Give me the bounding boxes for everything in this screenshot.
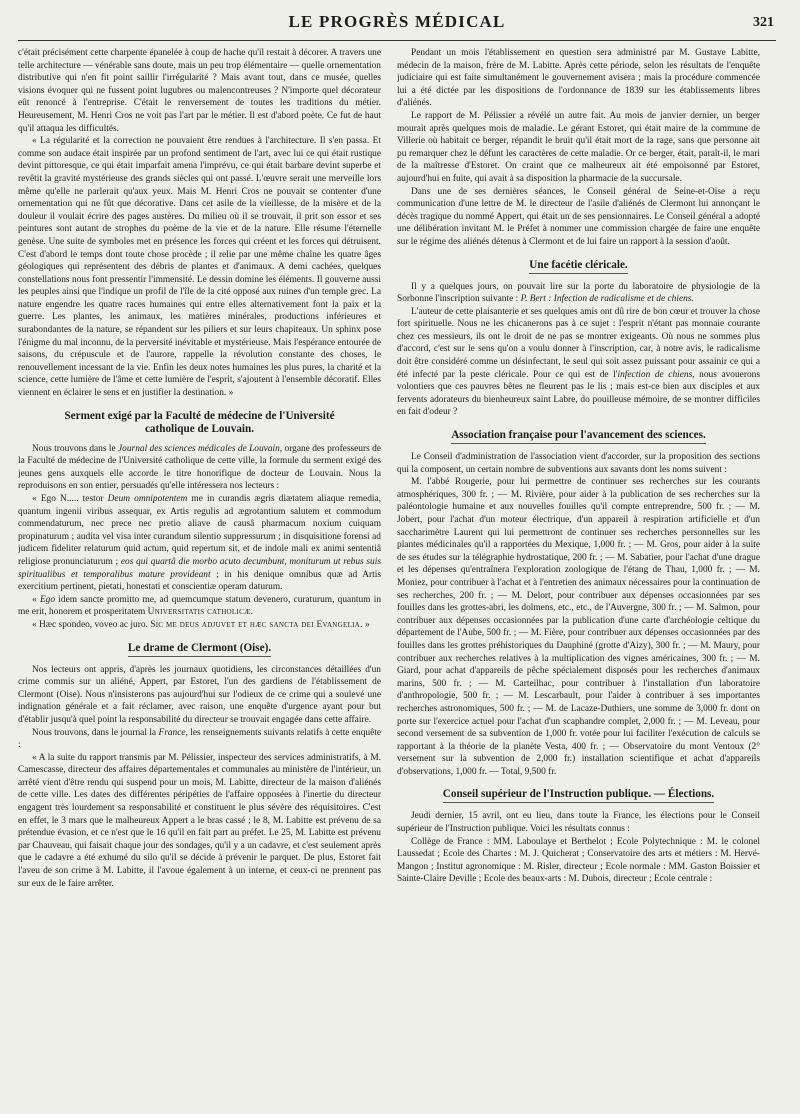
text-run: » xyxy=(362,619,370,630)
heading-line: catholique de Louvain. xyxy=(144,422,255,435)
paragraph xyxy=(18,443,381,493)
text-run: L'auteur de cette plaisanterie et ses quelques amis ont dû rire de bon cœur et trouver la chose fort spirituelle. Nous ne les chicanerons pas à ce sujet : l'esprit n'étant pas monnaie courante chez ces messieurs, ils ont le droit de ne pas se montrer exigeants. Où nous ne sommes plus d'accord, c'est sur le sens qu'on a voulu donner à l'inscription, car, à notre avis, le radicalisme doit être considéré comme un désinfectant, le seul qui soit assez puissant pour assainir ce qui a été infecté par la peste cléricale. Pour ce qui est de l' xyxy=(397,306,760,380)
section-heading-association: Association française pour l'avancement des sciences. xyxy=(451,429,706,444)
text-run: « xyxy=(32,594,40,605)
heading-line: Serment exigé par la Faculté de médecine de l'Université xyxy=(64,409,335,422)
section-heading-conseil: Conseil supérieur de l'Instruction publique. — Élections. xyxy=(443,788,714,803)
right-column xyxy=(397,47,760,1109)
section-heading-serment xyxy=(43,410,355,436)
text-run: , organe des professeurs de la Faculté de médecine de l'Université catholique de cette ville, la formule du serment exigé des jeunes gens auxquels elle accorde le titre honorifique de docteur de Louvain. Nous la reproduisons en son entier, persuadés qu'elle intéressera nos lecteurs : xyxy=(18,443,381,492)
paragraph xyxy=(18,619,381,632)
paragraph: Jeudi dernier, 15 avril, ont eu lieu, dans toute la France, les élections pour le Conseil supérieur de l'Instruction publique. Voici les résultats connus : xyxy=(397,811,760,835)
paragraph: c'était précisément cette charpente épanelée à coup de hache qu'il restait à décorer. A travers une telle architecture — vénérable sans doute, mais un peu trop élémentaire — quelle ornementation distributive qui n'en fit point saillir l'irrégularité ? Mais avant tout, dans ce musée, quelles visions évoquer qui ne fussent point lugubres ou malencontreuses ? N'importe quel décorateur eût renoncé à l'entreprise. C'était le renversement de toutes les traditions du métier. Heureusement, M. Henri Cros ne voit pas l'art par le métier. Il est d'abord poète. Ce fut de haut qu'il attaqua les difficultés. xyxy=(18,48,381,134)
paragraph xyxy=(18,727,381,752)
text-run: , les renseignements suivants relatifs à cette enquête : xyxy=(18,727,381,751)
text-run: ; in his denique omnibus quæ ad Artis exercitium pertinent, pietati, honestati et conscientiæ operam daturum. xyxy=(18,569,381,593)
text-run: Il y a quelques jours, on pouvait lire sur la porte du laboratoire de physiologie de la Sorbonne l'inscription suivante : xyxy=(397,281,760,305)
left-column xyxy=(18,47,381,1109)
page-header xyxy=(18,6,776,41)
italic-run: infection de chiens xyxy=(617,369,693,380)
section-heading-facetie: Une facétie cléricale. xyxy=(529,259,627,274)
text-run: idem sancte promitto me, ad quemcumque statum devenero, curaturum, quantum in me erit, honorem et prosperitatem xyxy=(18,594,381,618)
section-heading-drame: Le drame de Clermont (Oise). xyxy=(128,642,271,657)
paragraph xyxy=(397,306,760,419)
paragraph xyxy=(18,493,381,594)
italic-run: eos qui quartâ die morbo acuto decumbunt, moniturum ut rebus suis spiritualibus et temporalibus mature provideant xyxy=(18,556,381,580)
paragraph: Le rapport de M. Pélissier a révélé un autre fait. Au mois de janvier dernier, un berger mourait après quelques mois de maladie. Le gérant Estoret, qui était maire de la commune de Villerie où habitait ce berger, répandit le bruit qu'il était mort de la rage, sans que personne ait pu remarquer chez le défunt les caractères de cette maladie. Or ce berger, était, paraît-il, le mari de la maîtresse d'Estoret. On craint que ce malheureux ait été empoisonné par Estoret, aujourd'hui en fuite, qui avait à sa disposition la pharmacie de la succursale. xyxy=(397,110,760,184)
paragraph: Collège de France : MM. Laboulaye et Berthelot ; Ecole Polytechnique : M. le colonel Laussedat ; Ecole des Chartes : M. J. Quicherat ; Conservatoire des arts et métiers : M. Hervé-Mangon ; Institut agronomique : M. Risler, directeur ; Ecole normale : MM. Gaston Boissier et Sainte-Claire Deville ; Ecole des beaux-arts : M. Dubois, directeur ; Ecole centrale : xyxy=(397,836,760,885)
text-run: « Ego N..... testor xyxy=(32,494,108,504)
italic-run: Ego xyxy=(39,594,56,605)
paragraph: « A la suite du rapport transmis par M. Pélissier, inspecteur des services administratifs, à M. Camescasse, directeur des affaires départementales et communales au ministère de l'intérieur, un arrêté vient d'être rendu qui suspend pour un mois, M. Labitte, directeur de la maison d'aliénés de cette ville. Les dates des différentes péripéties de l'affaire opposées à l'inertie du directeur engagent très lourdement sa responsabilité et constituent le plus sévère des réquisitoires. C'est en effet, le 3 mars que le malheureux Appert a le bras cassé ; le 8, M. Labitte est prévenu de sa prétendue évasion, et ce n'est que le 16 qu'il en fait part au préfet. Le 25, M. Labitte est prévenu par Chauveau, qui faisait chaque jour des sondages, qu'il y a un cadavre, et c'est seulement après que le cadavre a été exhumé du silo qu'il se décide à prévenir le parquet. De plus, Estoret fait l'aveu de son crime à M. Labitte, il l'avoue également à un interne, et ceux-ci ne prennent pas sur eux de le faire arrêter. xyxy=(18,752,381,889)
paragraph xyxy=(18,594,381,619)
small-caps-run: Sic me deus adjuvet et hæc sancta dei Evangelia. xyxy=(150,619,363,630)
paragraph: Nos lecteurs ont appris, d'après les journaux quotidiens, les circonstances détaillées d'un crime commis sur un aliéné, Appert, par Estoret, l'un des gardiens de l'établissement de Clermont (Oise). Nous n'insisterons pas aujourd'hui sur l'odieux de ce crime qui a soulevé une indignation générale et a fait réclamer, avec raison, une enquête d'urgence ayant pour but d'établir jusqu'à quel point la responsabilité du directeur se trouvait engagée dans cette affaire. xyxy=(18,664,381,725)
columns xyxy=(18,47,776,1109)
journal-name: Journal des sciences médicales de Louvain xyxy=(118,443,280,454)
journal-title: LE PROGRÈS MÉDICAL xyxy=(288,12,506,31)
paragraph: « La régularité et la correction ne pouvaient être rendues à l'architecture. Il s'en passa. Et comme son audace était inspirée par un profond sentiment de l'art, avec lui ce qui était rustique devint pittoresque, ce qui était imparfait amena l'imprévu, ce qui était barbare devint superbe et revêtit la gravité mystérieuse des grands siècles qui ont passé. L'œuvre serait une merveille lors même qu'elle ne parlerait qu'aux yeux. Mais M. Henri Cros ne pouvait se contenter d'une ornementation qui ne fût que décorative. Dans cet asile de la vieillesse, de la misère et de la douleur il voulait écrire des pages austères. Du milieu où il se trouvait, il prit son essor et ses peintures sont autant de strophes du poème de la vie et de la nature. Elle résume l'éternelle genèse. Une suite de symboles met en présence les forces qui créent et les forces qui détruisent. C'est d'abord le temps dont toute chose procède ; il relie par une même chaîne les quatre âges géologiques qui représentent des débris de plantes et d'animaux. A demi cachées, quelques constellations nous font pressentir l'immensité. Le dessin domine les éléments. Il gouverne aussi les peuples ainsi que l'indique un profil de l'île de la cité opposé aux ruines d'un temple grec. La nature engendre les quatre races humaines qui entre elles alternativement font la paix et la guerre. Les plantes, les animaux, les matières minérales, productions inférieures et surabondantes de la nature, se répandent sur les piliers et sur leurs chapiteaux. Un sphinx pose l'énigme du mal inconnu, de la perversité inévitable et mystérieuse. Mais l'espérance entourée de saisons, du crépuscule et de l'aurore, rappelle la révolution constante des choses, le renouvellement incessant de la vie. Enfin les deux notes humaines les plus pures, la charité et la science, cette lumière de l'âme et cette lumière de l'esprit, s'ajoutent à l'ensemble décoratif. Elles viennent en éclairer le sens et en justifier la destination. » xyxy=(18,136,381,399)
inscription: P. Bert : Infection de radicalisme et de chiens. xyxy=(520,294,694,305)
paragraph xyxy=(397,281,760,306)
text-run: me in curandis ægris diætatem aliaque remedia, quantum ingenii viribus assequar, ex Artis regulis ad ægrotantium salutem et commodum commendaturum, nec prece nec pretio aliave de causâ pharmacum noxium cuiquam propinaturum ; audita vel visa inter curandum silentio suppressurum ; in disquisitione forensi ad judicem fideliter relaturum quid actum, quid repertum sit, et de indole mali ex animi sententiâ religiose pronunciaturum ; xyxy=(18,494,381,567)
paragraph: Pendant un mois l'établissement en question sera administré par M. Gustave Labitte, médecin de la maison, frère de M. Labitte. Après cette période, selon les résultats de l'enquête judiciaire qui est faite simultanément le gouvernement avisera ; mais la procédure commencée lui a été dictée par les dispositions de l'ordonnance de 1839 sur les établissements libres d'aliénés. xyxy=(397,48,760,109)
text-run: Nous trouvons dans le xyxy=(32,443,119,454)
paragraph: M. l'abbé Rougerie, pour lui permettre de continuer ses recherches sur les courants atmosphériques, 300 fr. ; — M. Rivière, pour aider à la publication de ses recherches sur la paléontologie humaine et aux nouvelles fouilles qu'il compte entreprendre, 500 fr. ; — M. Jobert, pour l'achat d'un moteur électrique, d'un appareil à respiration artificielle et d'un saccharimètre Laurent qui lui permettront de continuer ses recherches personnelles sur les plantes médicinales qu'il a rapportées du Mexique, 1,000 fr. ; — M. Gros, pour aider à la suite de ses études sur la télégraphie hydrostatique, 200 fr. ; — M. Sabatier, pour l'achat d'une drague et les dépenses qu'entraînera l'exploration zoologique de l'étang de Thau, 1,000 fr. ; — M. Moniez, pour contribuer à l'achat et à l'entretien des animaux nécessaires pour la continuation de ses recherches, 200 fr. ; — M. Delort, pour contribuer aux dépenses occasionnées par ses fouilles dans les grottes-abri, les dolmens, etc., etc., de l'Auvergne, 300 fr. ; — M. Salmon, pour contribuer aux dépenses occasionnées par la publication d'une carte d'archéologie celtique du département de l'Aube, 500 fr. ; — M. Fière, pour contribuer aux dépenses occasionnées par des fouilles dans les grottes préhistoriques du Dauphiné (grotte d'Aizy), 300 fr. ; — M. Maury, pour contribuer aux recherches relatives à la multiplication des vignes américaines, 300 fr. ; — M. Giard, pour achat d'appareils de pêche spécialement disposés pour les recherches d'animaux marins, 500 fr. ; — M. Carteilhac, pour contribuer à l'installation d'un laboratoire d'anthropologie, 500 fr. ; — M. Lescarbault, pour l'aider à contribuer à ses importantes recherches astronomiques, 500 fr. ; — M. de Lacaze-Duthiers, une somme de 3,000 fr. dont on porte sur l'exercice actuel pour l'achat d'un scaphandre complet, 2,000 fr. ; — M. Leveau, pour second versement de sa subvention de 1,000 fr. votée pour lui faciliter l'exécution de calculs se rapportant à la théorie de la planète Vesta, 400 fr. ; — Observatoire du mont Ventoux (2° versement sur la subvention de 2,000 fr.) installation scientifique et achat d'appareils d'observations, 1,000 fr. — Total, 9,500 fr. xyxy=(397,477,760,777)
paragraph: Dans une de ses dernières séances, le Conseil général de Seine-et-Oise a reçu communication d'une lettre de M. le directeur de l'asile d'aliénés de Clermont lui annonçant le décès tragique du nommé Appert, qui était un de ses pensionnaires. Le Conseil général a adopté une délibération invitant M. le Préfet à nommer une commission chargée de faire une enquête sur le régime des aliénés détenus à Clermont et de lui faire un rapport à la session d'août. xyxy=(397,186,760,247)
page-number: 321 xyxy=(753,15,774,30)
text-run: Nous trouvons, dans le journal la xyxy=(32,727,159,738)
text-run: « Hæc spondeo, voveo ac juro. xyxy=(32,619,151,630)
paragraph: Le Conseil d'administration de l'association vient d'accorder, sur la proposition des sections qui la composent, un certain nombre de subventions aux savants dont les noms suivent : xyxy=(397,452,760,475)
italic-run: Deum omnipotentem xyxy=(107,494,188,504)
text-run: , nous avouerons volontiers que ces pauvres bêtes ne fleurent pas le lis ; mais est-ce bien aux disciples et aux fervents adorateurs du bienheureux saint Labre, do pouilleuse mémoire, de se montrer difficiles en fait d'odeur ? xyxy=(397,369,760,418)
journal-name: France xyxy=(158,727,186,738)
small-caps-run: Universitatis catholicæ. xyxy=(147,607,254,618)
